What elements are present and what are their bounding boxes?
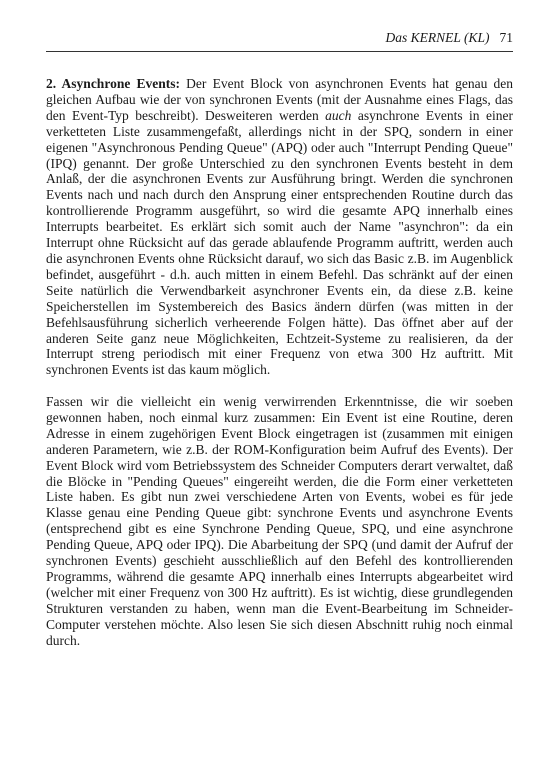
section-heading: 2. Asynchrone Events:: [46, 76, 180, 91]
paragraph-text: Der Event Block von asynchronen Events hat genau den gleichen Aufbau wie der von synchronen Events (mit der Ausnahme eines Flags, das den Event-Typ beschreibt). Desweiteren werden: [46, 76, 513, 123]
page-number: 71: [499, 30, 513, 45]
paragraph-asynchrone-events: [46, 76, 513, 378]
emphasized-word: auch: [325, 107, 352, 123]
running-header: [385, 30, 513, 46]
chapter-title: Das KERNEL (KL): [385, 30, 490, 45]
paragraph-summary: [46, 394, 513, 649]
summary-text: Fassen wir die vielleicht ein wenig verwirrenden Erkenntnisse, die wir soeben gewonnen haben, noch einmal kurz zusammen: Ein Event ist eine Routine, deren Adresse in einem zugehörigen Event Block eingetragen ist (zusammen mit einigen anderen Parametern, wie z.B. der ROM-Konfiguration beim Aufruf des Events). Der Event Block wird vom Betriebssystem des Schneider Computers derart verwaltet, daß die Blöcke in "Pending Queues" eingereiht werden, die die Form einer verketteten Liste haben. Es gibt nun zwei verschiedene Arten von Events, wobei es für jede Klasse genau eine Pending Queue gibt: synchrone Events und asynchrone Events (entsprechend gibt es eine Synchrone Pending Queue, SPQ, und eine asynchrone Pending Queue, APQ oder IPQ). Die Abarbeitung der SPQ (und damit der Aufruf der synchronen Events) geschieht ausschließlich auf den Befehl des kontrollierenden Programms, während die gesamte APQ innerhalb eines Interrupts abgearbeitet wird (welcher mit einer Frequenz von 300 Hz auftritt). Es ist wichtig, diese grundlegenden Strukturen verstanden zu haben, wenn man die Event-Bearbeitung im Schneider-Computer verstehen möchte. Also lesen Sie sich diesen Abschnitt ruhig noch einmal durch.: [46, 394, 513, 648]
header-rule: [46, 51, 513, 52]
paragraph-text-continued: asynchrone Events in einer verketteten Liste zusammengefaßt, allerdings nicht in der SPQ, sondern in einer eigenen "Asynchronous Pending Queue" (APQ) oder auch "Interrupt Pending Queue" (IPQ) genannt. Der große Unterschied zu den synchronen Events besteht in dem Anlaß, der die asynchronen Events zur Ausführung bringt. Werden die synchronen Events nach und nach durch den Ansprung einer entsprechenden Routine durch das kontrollierende Programm ausgeführt, so wird die gesamte APQ innerhalb eines Interrupts bearbeitet. Es erklärt sich somit auch der Name "asynchron": da ein Interrupt ohne Rücksicht auf das gerade ablaufende Programm auftritt, werden auch die asynchronen Events ohne Rücksicht darauf, wo sich das Basic z.B. im Augenblick befindet, ausgeführt - d.h. auch mitten in einem Befehl. Das schränkt auf der einen Seite natürlich die Verwendbarkeit asynchroner Events ein, da diese z.B. keine Speicherstellen im Systembereich des Basics ändern dürfen (was mitten in der Befehlsausführung sicherlich verheerende Folgen hätte). Das öffnet aber auf der anderen Seite ganz neue Möglichkeiten, Echtzeit-Systeme zu realisieren, da der Interrupt streng periodisch mit einer Frequenz von etwa 300 Hz auftritt. Mit synchronen Events ist das kaum möglich.: [46, 107, 513, 378]
